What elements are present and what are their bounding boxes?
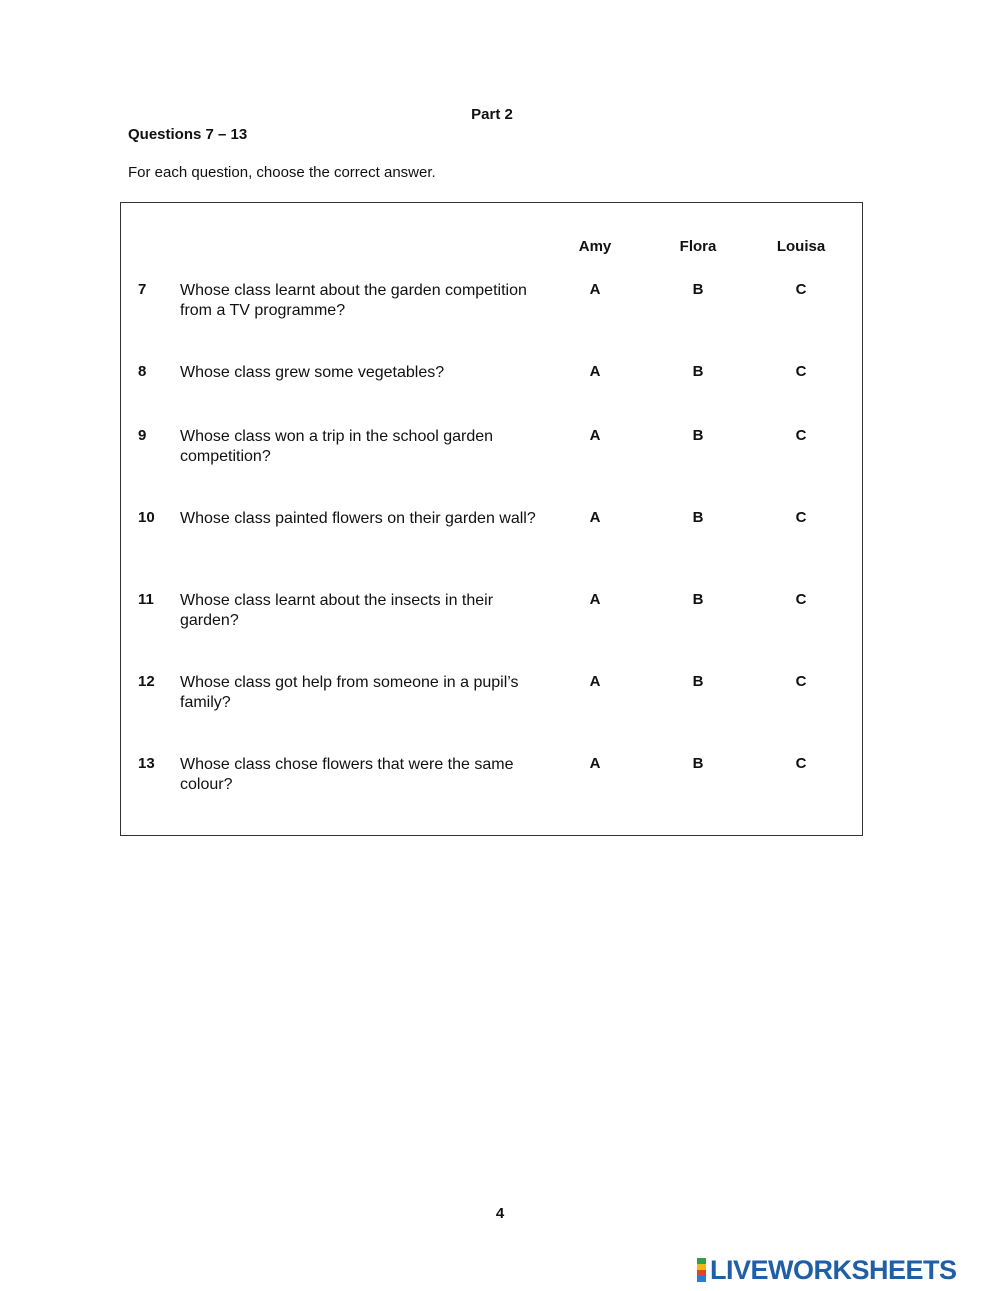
question-text: Whose class painted flowers on their garden wall? (180, 510, 536, 527)
option-b[interactable]: B (692, 755, 704, 772)
option-c[interactable]: C (795, 363, 807, 380)
option-a[interactable]: A (589, 509, 601, 526)
question-text: Whose class chose flowers that were the same colour? (180, 756, 514, 793)
option-a[interactable]: A (589, 591, 601, 608)
option-c[interactable]: C (795, 591, 807, 608)
option-c[interactable]: C (795, 673, 807, 690)
column-header-amy: Amy (578, 238, 612, 255)
option-b[interactable]: B (692, 363, 704, 380)
question-text: Whose class won a trip in the school garden competition? (180, 428, 494, 465)
question-number: 7 (138, 281, 147, 298)
questions-range: Questions 7 – 13 (128, 126, 248, 143)
option-a[interactable]: A (589, 755, 601, 772)
page-number: 4 (495, 1205, 505, 1222)
question-text: Whose class learnt about the garden competition from a TV programme? (180, 282, 527, 319)
option-c[interactable]: C (795, 755, 807, 772)
instruction: For each question, choose the correct answer. (128, 164, 436, 181)
option-b[interactable]: B (692, 673, 704, 690)
liveworksheets-badge-icon (697, 1258, 706, 1282)
column-header-flora: Flora (679, 238, 717, 255)
question-number: 8 (138, 363, 147, 380)
option-a[interactable]: A (589, 427, 601, 444)
question-text: Whose class grew some vegetables? (180, 364, 445, 381)
liveworksheets-logo[interactable] (697, 1257, 957, 1283)
option-a[interactable]: A (589, 673, 601, 690)
question-number: 11 (138, 591, 154, 608)
question-number: 9 (138, 427, 147, 444)
part-title: Part 2 (471, 106, 513, 123)
question-number: 13 (138, 755, 155, 772)
question-text: Whose class learnt about the insects in their garden? (180, 592, 494, 629)
option-a[interactable]: A (589, 281, 601, 298)
question-number: 10 (138, 509, 155, 526)
question-number: 12 (138, 673, 155, 690)
option-b[interactable]: B (692, 591, 704, 608)
option-b[interactable]: B (692, 427, 704, 444)
badge-segment (697, 1276, 706, 1282)
option-c[interactable]: C (795, 427, 807, 444)
column-header-louisa: Louisa (776, 238, 826, 255)
liveworksheets-wordmark: LIVEWORKSHEETS (710, 1255, 957, 1285)
option-b[interactable]: B (692, 281, 704, 298)
option-c[interactable]: C (795, 509, 807, 526)
option-b[interactable]: B (692, 509, 704, 526)
option-c[interactable]: C (795, 281, 807, 298)
question-text: Whose class got help from someone in a pupil’s family? (180, 674, 519, 711)
option-a[interactable]: A (589, 363, 601, 380)
